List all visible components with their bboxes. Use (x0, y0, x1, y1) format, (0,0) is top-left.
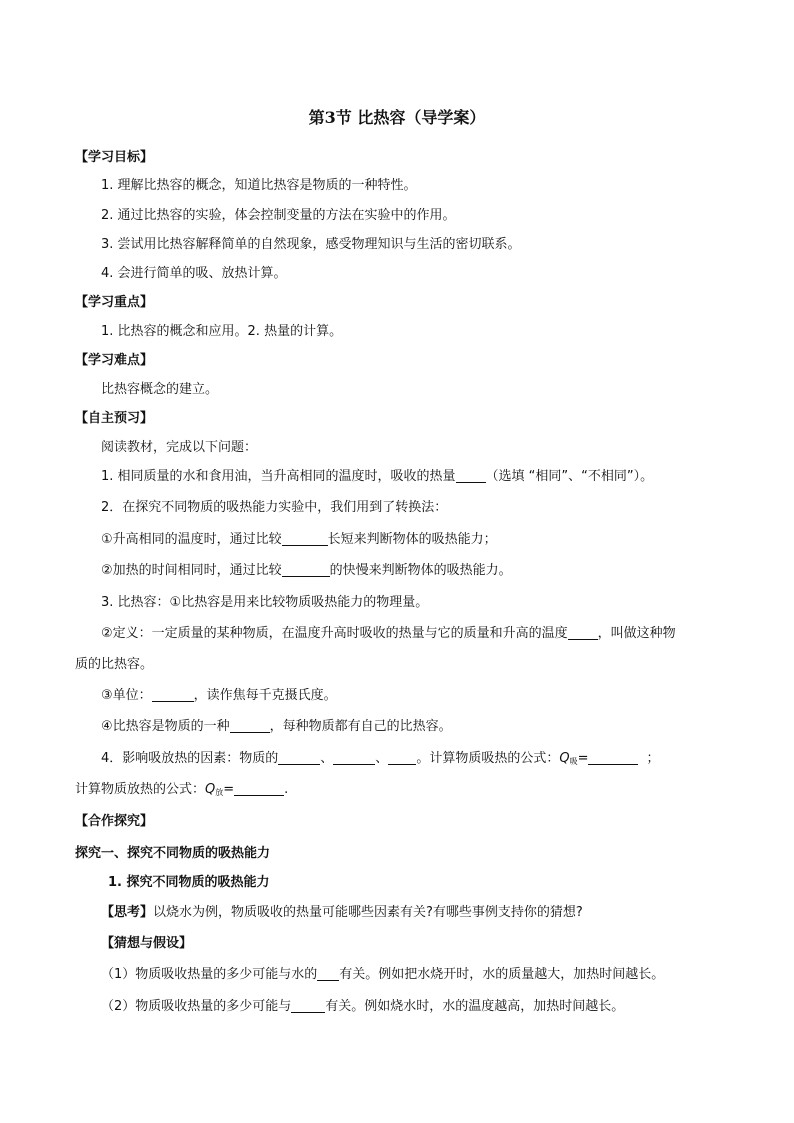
q-absorb-symbol: Q (559, 751, 570, 766)
q3-4-blank[interactable] (230, 718, 270, 733)
q3-3-text-a: ③单位： (101, 688, 152, 703)
q2-2-text-a: ②加热的时间相同时，通过比较 (101, 563, 282, 578)
q1-text-b: （选填 “相同”、“不相同”）。 (485, 469, 654, 484)
q1-blank[interactable] (456, 468, 486, 483)
q1-text-a: 1. 相同质量的水和食用油，当升高相同的温度时，吸收的热量 (101, 469, 456, 484)
q2-2-text-b: 的快慢来判断物体的吸热能力。 (329, 563, 512, 578)
q-absorb-subscript: 吸 (569, 757, 578, 766)
q3-3-text-b: ，读作焦每千克摄氏度。 (193, 688, 337, 703)
q4-text-a: 4．影响吸放热的因素：物质的 (101, 751, 279, 766)
q4-blank-1[interactable] (278, 750, 320, 765)
goal-item-3: 3. 尝试用比热容解释简单的自然现象，感受物理知识与生活的密切联系。 (101, 237, 521, 252)
q2-1-blank[interactable] (282, 531, 328, 546)
key-heading: 【学习重点】 (75, 295, 154, 310)
goal-item-2: 2. 通过比热容的实验，体会控制变量的方法在实验中的作用。 (101, 208, 456, 223)
q3-4-text-a: ④比热容是物质的一种 (101, 719, 230, 734)
q-release-equals: = (223, 782, 235, 797)
q4-text-c: 计算物质放热的公式： (75, 782, 206, 797)
q-absorb-equals: = (577, 751, 589, 766)
preview-heading: 【自主预习】 (75, 411, 154, 426)
q4-sep-2: 、 (375, 751, 389, 766)
page-title: 第3节 比热容（导学案） (308, 108, 486, 127)
goal-item-4: 4. 会进行简单的吸、放热计算。 (101, 266, 287, 281)
guess-2-text-b: 有关。例如烧水时，水的温度越高，加热时间越长。 (325, 999, 625, 1014)
q4-blank-3[interactable] (388, 750, 416, 765)
q3-4-text-b: ，每种物质都有自己的比热容。 (269, 719, 452, 734)
difficulty-text: 比热容概念的建立。 (101, 382, 219, 397)
coop-heading: 【合作探究】 (75, 814, 154, 829)
guess-1-text-b: 有关。例如把水烧开时，水的质量越大，加热时间越长。 (339, 967, 665, 982)
question-1 (101, 467, 653, 487)
goals-heading: 【学习目标】 (75, 150, 154, 165)
q4-end: ； (646, 751, 660, 766)
q-release-subscript: 放 (215, 788, 224, 797)
explore-1-heading: 探究一、探究不同物质的吸热能力 (75, 846, 271, 861)
q4-blank-2[interactable] (333, 750, 375, 765)
q3-3-blank[interactable] (152, 687, 194, 702)
q3-2-text-b: ，叫做这种物 (597, 626, 676, 641)
q2-1-text-a: ①升高相同的温度时，通过比较 (101, 532, 282, 547)
q3-2-blank[interactable] (568, 625, 598, 640)
question-4-cont (75, 780, 288, 803)
q-absorb-blank[interactable] (588, 750, 638, 765)
question-3: 3. 比热容：①比热容是用来比较物质吸热能力的物理量。 (101, 595, 429, 610)
question-3-3 (101, 686, 337, 706)
question-3-2 (101, 624, 676, 644)
key-text: 1. 比热容的概念和应用。2. 热量的计算。 (101, 324, 343, 339)
guess-1-text-a: （1）物质吸收热量的多少可能与水的 (101, 967, 318, 982)
guess-1 (101, 965, 664, 985)
question-2: 2．在探究不同物质的吸热能力实验中，我们用到了转换法： (101, 500, 448, 515)
think-line (101, 903, 583, 923)
q4-period: . (284, 782, 289, 797)
preview-intro: 阅读教材，完成以下问题： (101, 440, 258, 455)
question-3-4 (101, 717, 452, 737)
q2-1-text-b: 长短来判断物体的吸热能力； (327, 532, 497, 547)
q3-2-text-a: ②定义：一定质量的某种物质，在温度升高时吸收的热量与它的质量和升高的温度 (101, 626, 568, 641)
q4-text-b: 。计算物质吸热的公式： (416, 751, 560, 766)
guess-2-text-a: （2）物质吸收热量的多少可能与 (101, 999, 292, 1014)
explore-1-sub: 1. 探究不同物质的吸热能力 (108, 875, 270, 890)
q2-2-blank[interactable] (282, 562, 330, 577)
q-release-symbol: Q (205, 782, 216, 797)
q-release-blank[interactable] (234, 781, 284, 796)
guess-1-blank[interactable] (317, 966, 339, 981)
difficulty-heading: 【学习难点】 (75, 353, 154, 368)
question-3-2-cont: 质的比热容。 (75, 657, 154, 672)
think-text: 以烧水为例，物质吸收的热量可能哪些因素有关?有哪些事例支持你的猜想? (153, 905, 583, 920)
question-2-1 (101, 530, 497, 550)
question-4 (101, 749, 659, 772)
guess-heading: 【猜想与假设】 (101, 936, 193, 951)
question-2-2 (101, 561, 512, 581)
think-label: 【思考】 (101, 905, 154, 920)
guess-2-blank[interactable] (291, 998, 325, 1013)
q4-sep-1: 、 (320, 751, 334, 766)
guess-2 (101, 997, 624, 1017)
goal-item-1: 1. 理解比热容的概念，知道比热容是物质的一种特性。 (101, 178, 417, 193)
